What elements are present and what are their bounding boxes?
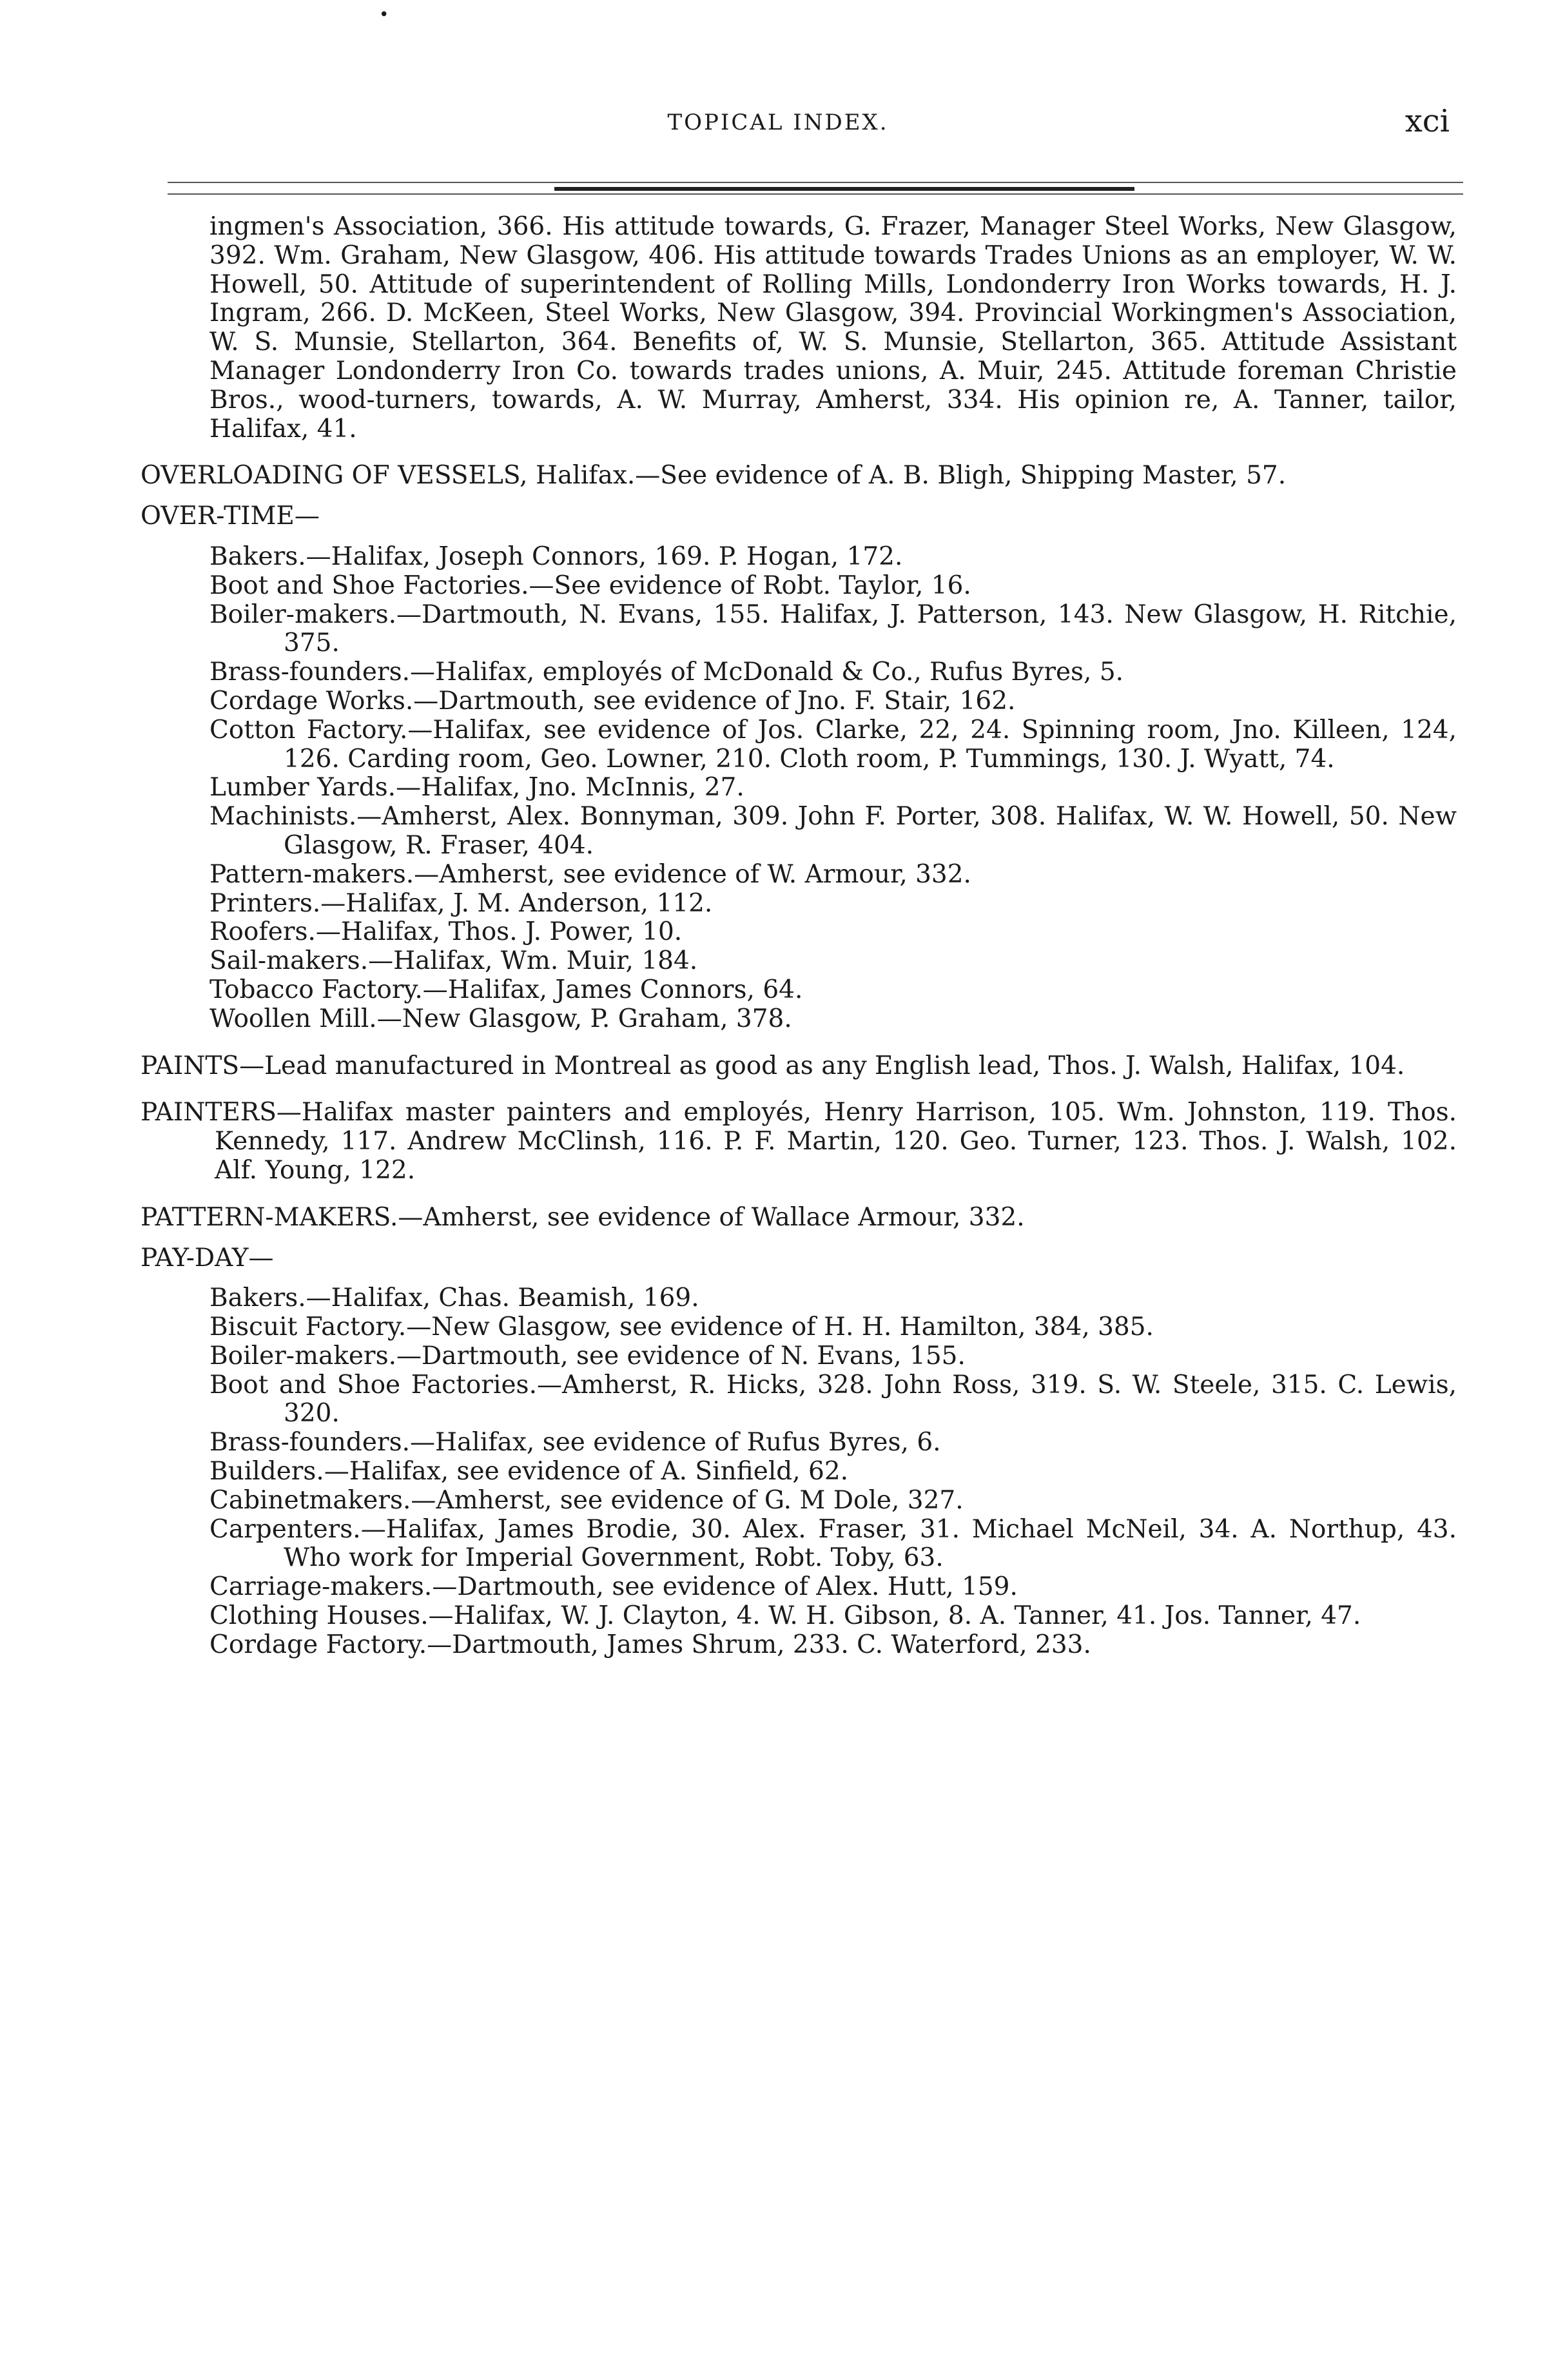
index-subentry: Builders.—Halifax, see evidence of A. Sinfield, 62. <box>209 1457 849 1487</box>
index-subentry: Boiler-makers.—Dartmouth, N. Evans, 155. Halifax, J. Patterson, 143. New Glasgow, H. Ritchie, 375. <box>209 600 1457 658</box>
index-subentry: Carriage-makers.—Dartmouth, see evidence of Alex. Hutt, 159. <box>209 1572 1018 1602</box>
index-subentry: Bakers.—Halifax, Chas. Beamish, 169. <box>209 1283 699 1313</box>
index-heading-overtime: OVER-TIME— <box>141 502 320 531</box>
index-subentry: Cordage Factory.—Dartmouth, James Shrum, 233. C. Waterford, 233. <box>209 1630 1091 1659</box>
index-heading-pay-day: PAY-DAY— <box>141 1243 274 1273</box>
index-subentry: Printers.—Halifax, J. M. Anderson, 112. <box>209 888 713 918</box>
index-heading-paints: PAINTS—Lead manufactured in Montreal as good as any English lead, Thos. J. Walsh, Halifax, 104. <box>141 1051 1405 1080</box>
index-subentry: Sail-makers.—Halifax, Wm. Muir, 184. <box>209 946 698 976</box>
index-subentry: Woollen Mill.—New Glasgow, P. Graham, 378. <box>209 1004 792 1033</box>
index-subentry: Boot and Shoe Factories.—Amherst, R. Hicks, 328. John Ross, 319. S. W. Steele, 315. C. Lewis, 320. <box>209 1370 1457 1429</box>
rule-line-bottom <box>168 193 1463 195</box>
index-entry-continuation: ingmen's Association, 366. His attitude towards, G. Frazer, Manager Steel Works, New Glasgow, 392. Wm. Graham, New Glasgow, 406. His attitude towards Trades Unions as an employer, W. W. Howell, 50. Attitude of superintendent of Rolling Mills, Londonderry Iron Works towards, H. J. Ingram, 266. D. McKeen, Steel Works, New Glasgow, 394. Provincial Workingmen's Association, W. S. Munsie, Stellarton, 364. Benefits of, W. S. Munsie, Stellarton, 365. Attitude Assistant Manager Londonderry Iron Co. towards trades unions, A. Muir, 245. Attitude foreman Christie Bros., wood-turners, towards, A. W. Murray, Amherst, 334. His opinion re, A. Tanner, tailor, Halifax, 41. <box>209 212 1457 444</box>
index-subentry: Tobacco Factory.—Halifax, James Connors, 64. <box>209 975 803 1004</box>
index-subentry: Clothing Houses.—Halifax, W. J. Clayton, 4. W. H. Gibson, 8. A. Tanner, 41. Jos. Tanner, 47. <box>209 1601 1361 1631</box>
index-subentry: Pattern-makers.—Amherst, see evidence of W. Armour, 332. <box>209 859 971 889</box>
index-heading-overloading: OVERLOADING OF VESSELS, Halifax.—See evidence of A. B. Bligh, Shipping Master, 57. <box>141 461 1287 491</box>
rule-line-top <box>168 182 1463 183</box>
index-subentry: Biscuit Factory.—New Glasgow, see evidence of H. H. Hamilton, 384, 385. <box>209 1312 1154 1342</box>
ink-speck: • <box>379 5 389 24</box>
page-number: xci <box>1405 103 1450 139</box>
index-subentry: Brass-founders.—Halifax, see evidence of Rufus Byres, 6. <box>209 1428 941 1458</box>
index-subentry: Boot and Shoe Factories.—See evidence of Robt. Taylor, 16. <box>209 571 971 600</box>
index-subentry: Bakers.—Halifax, Joseph Connors, 169. P. Hogan, 172. <box>209 541 903 571</box>
index-heading-pattern-makers: PATTERN-MAKERS.—Amherst, see evidence of Wallace Armour, 332. <box>141 1202 1025 1232</box>
index-subentry: Cordage Works.—Dartmouth, see evidence of Jno. F. Stair, 162. <box>209 686 1016 716</box>
index-subentry: Lumber Yards.—Halifax, Jno. McInnis, 27. <box>209 773 744 803</box>
index-subentry: Cabinetmakers.—Amherst, see evidence of G. M Dole, 327. <box>209 1485 964 1515</box>
index-subentry: Brass-founders.—Halifax, employés of McDonald & Co., Rufus Byres, 5. <box>209 658 1124 687</box>
index-heading-painters: PAINTERS—Halifax master painters and employés, Henry Harrison, 105. Wm. Johnston, 119. Thos. Kennedy, 117. Andrew McClinsh, 116. P. F. Martin, 120. Geo. Turner, 123. Thos. J. Walsh, 102. Alf. Young, 122. <box>141 1098 1457 1185</box>
index-subentry: Machinists.—Amherst, Alex. Bonnyman, 309. John F. Porter, 308. Halifax, W. W. Howell, 50. New Glasgow, R. Fraser, 404. <box>209 802 1457 860</box>
index-subentry: Carpenters.—Halifax, James Brodie, 30. Alex. Fraser, 31. Michael McNeil, 34. A. Northup, 43. Who work for Imperial Government, Robt. Toby, 63. <box>209 1514 1457 1573</box>
running-title: TOPICAL INDEX. <box>667 110 889 135</box>
rule-line-thick <box>554 187 1134 191</box>
index-subentry: Boiler-makers.—Dartmouth, see evidence of N. Evans, 155. <box>209 1341 966 1370</box>
index-subentry: Cotton Factory.—Halifax, see evidence of Jos. Clarke, 22, 24. Spinning room, Jno. Killeen, 124, 126. Carding room, Geo. Lowner, 210. Cloth room, P. Tummings, 130. J. Wyatt, 74. <box>209 715 1457 774</box>
index-subentry: Roofers.—Halifax, Thos. J. Power, 10. <box>209 917 683 947</box>
header-rule <box>168 180 1463 196</box>
running-head <box>0 103 1556 148</box>
index-body <box>135 213 1457 1660</box>
